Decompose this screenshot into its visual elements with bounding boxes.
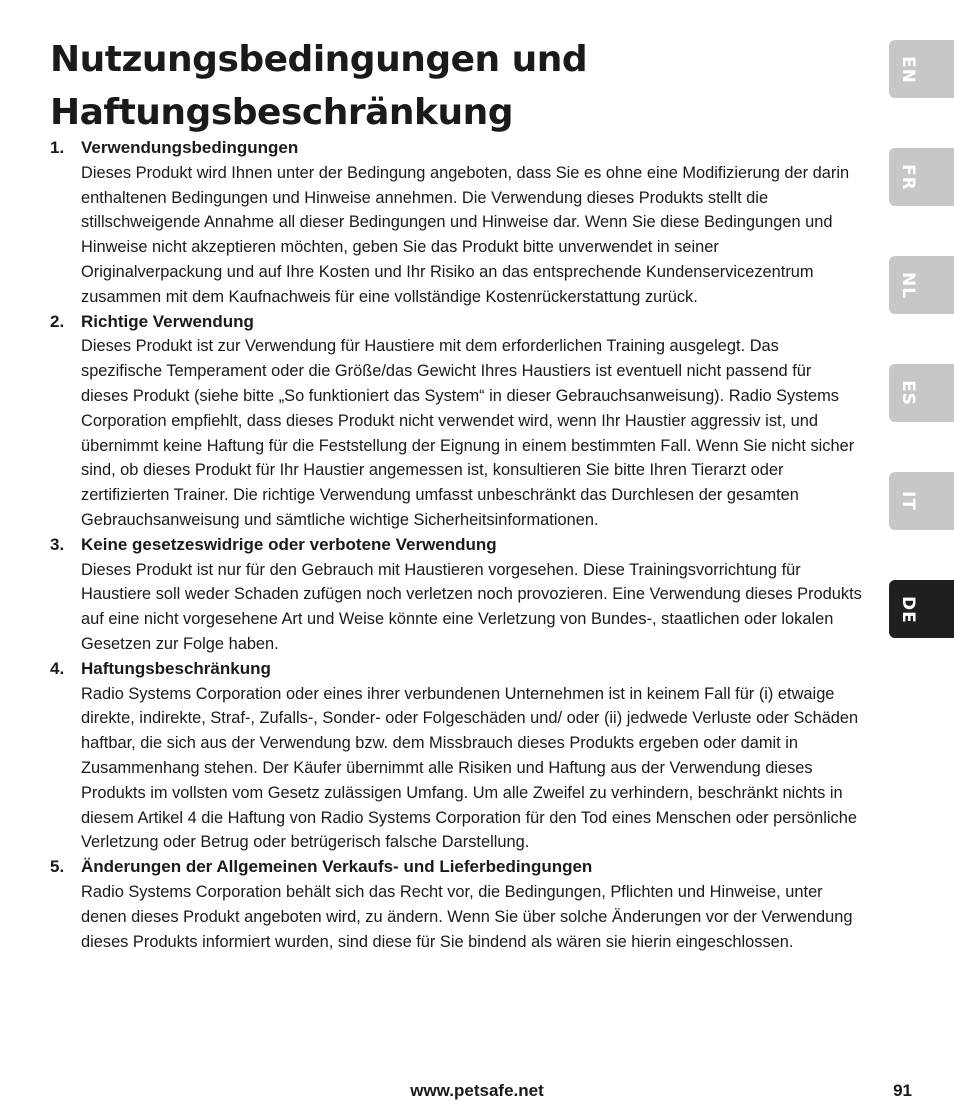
language-tab-de[interactable] xyxy=(889,580,954,638)
language-tab-label: NL xyxy=(898,272,918,300)
language-tab-fr[interactable] xyxy=(889,148,954,206)
language-tab-es[interactable] xyxy=(889,364,954,422)
section-body: Dieses Produkt ist zur Verwendung für Haustiere mit dem erforderlichen Training ausgelegt. Das spezifische Temperament oder die Größe/das Gewicht Ihres Haustiers ist eventuell nicht passend für dieses Produkt (siehe bitte „So funktioniert das System“ in dieser Gebrauchsanweisung). Radio Systems Corporation empfiehlt, dass dieses Produkt nicht verwendet wird, wenn Ihr Haustier aggressiv ist, und übernimmt keine Haftung für die Feststellung der Eignung in einem bestimmten Fall. Wenn Sie nicht sicher sind, ob dieses Produkt für Ihr Haustier angemessen ist, konsultieren Sie bitte Ihren Tierarzt oder zertifizierten Trainer. Die richtige Verwendung umfasst unbeschränkt das Durchlesen der gesamten Gebrauchsanweisung und sämtliche wichtige Sicherheitsinformationen. xyxy=(81,337,855,529)
section-number: 2. xyxy=(50,311,65,331)
page-title xyxy=(50,33,850,139)
language-tab-en[interactable] xyxy=(889,40,954,98)
section-heading: Keine gesetzeswidrige oder verbotene Verwendung xyxy=(81,534,497,554)
language-tab-nl[interactable] xyxy=(889,256,954,314)
page-title-line-1: Nutzungsbedingungen und xyxy=(50,39,588,80)
section-number: 3. xyxy=(50,534,65,554)
section-heading: Haftungsbeschränkung xyxy=(81,658,271,678)
terms-section-list xyxy=(50,136,862,954)
language-tab-label: ES xyxy=(898,380,918,406)
section-modification-of-terms xyxy=(50,855,862,954)
language-tab-label: FR xyxy=(898,164,918,191)
language-tab-label: IT xyxy=(898,491,918,511)
section-limitation-of-liability xyxy=(50,657,862,855)
language-tab-label: EN xyxy=(898,56,918,84)
section-heading: Verwendungsbedingungen xyxy=(81,138,299,157)
section-body: Dieses Produkt wird Ihnen unter der Bedingung angeboten, dass Sie es ohne eine Modifizierung der darin enthaltenen Bedingungen und Hinweise annehmen. Die Verwendung dieses Produkts stellt die stillschweigende Annahme all dieser Bedingungen und Hinweise dar. Wenn Sie diese Bedingungen und Hinweise nicht akzeptieren möchten, geben Sie das Produkt bitte unverwendet in seiner Originalverpackung und auf Ihre Kosten und Ihr Risiko an das entsprechende Kundenservicezentrum zusammen mit dem Kaufnachweis für eine vollständige Kostenrückerstattung zurück. xyxy=(81,163,850,306)
section-number: 1. xyxy=(50,138,65,157)
section-body: Dieses Produkt ist nur für den Gebrauch mit Haustieren vorgesehen. Diese Trainingsvorrichtung für Haustiere soll weder Schaden zufügen noch verletzen noch provozieren. Eine Verwendung dieses Produkts auf eine nicht vorgesehene Art und Weise könnte eine Verletzung von Bundes-, staatlichen oder lokalen Gesetzen zur Folge haben. xyxy=(81,560,862,653)
section-body: Radio Systems Corporation oder eines ihrer verbundenen Unternehmen ist in keinem Fall für (i) etwaige direkte, indirekte, Straf-, Zufalls-, Sonder- oder Folgeschäden und/ oder (ii) jedwede Verluste oder Schäden haftbar, die sich aus der Verwendung bzw. dem Missbrauch dieses Produkts ergeben oder damit in Zusammenhang stehen. Der Käufer übernimmt alle Risiken und Haftung aus der Verwendung dieses Produkts im vollsten vom Gesetz zulässigen Umfang. Um alle Zweifel zu verhindern, beschränkt nichts in diesem Artikel 4 die Haftung von Radio Systems Corporation für den Tod eines Menschen oder persönliche Verletzung oder Betrug oder betrügerisch falsche Darstellung. xyxy=(81,684,859,852)
section-number: 5. xyxy=(50,857,65,877)
section-number: 4. xyxy=(50,658,65,678)
footer-website-link[interactable]: www.petsafe.net xyxy=(410,1081,544,1100)
section-heading: Änderungen der Allgemeinen Verkaufs- und Lieferbedingungen xyxy=(81,857,593,877)
section-heading: Richtige Verwendung xyxy=(81,311,254,331)
page-number: 91 xyxy=(893,1081,912,1100)
section-no-unlawful-use xyxy=(50,533,862,657)
page-title-line-2: Haftungsbeschränkung xyxy=(50,92,513,133)
language-tab-label: DE xyxy=(898,596,918,624)
section-conditions-of-use xyxy=(50,136,862,310)
language-tab-it[interactable] xyxy=(889,472,954,530)
section-proper-use xyxy=(50,310,862,533)
section-body: Radio Systems Corporation behält sich das Recht vor, die Bedingungen, Pflichten und Hinweise, unter denen dieses Produkt angeboten wird, zu ändern. Wenn Sie über solche Änderungen vor der Verwendung dieses Produkts informiert wurden, sind diese für Sie bindend als wären sie hierin eingeschlossen. xyxy=(81,882,853,951)
